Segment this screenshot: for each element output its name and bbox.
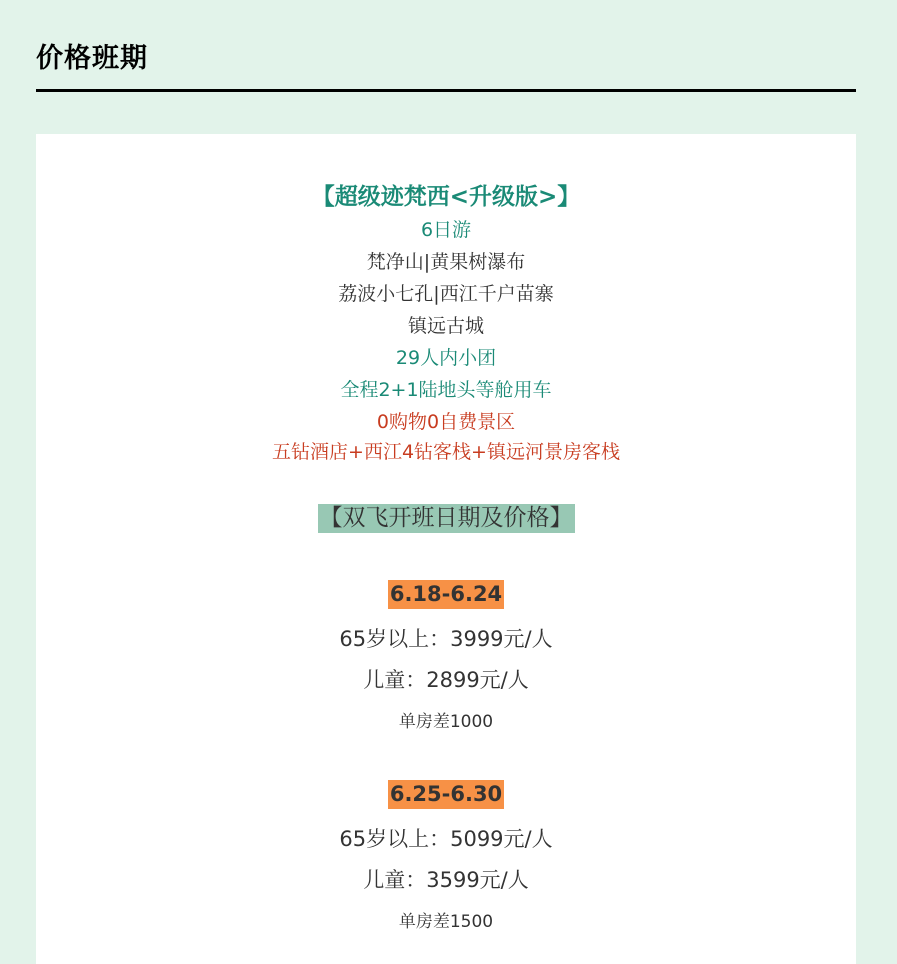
section-header [36, 0, 856, 92]
intro-line-duration: 6日游 [420, 219, 472, 241]
schedule-heading-row [36, 504, 856, 533]
schedule-heading: 【双飞开班日期及价格】 [319, 505, 573, 531]
tour-title: 【超级迹梵西<升级版>】 [311, 184, 581, 210]
intro-line-attractions-1: 梵净山|黄果树瀑布 [366, 251, 526, 273]
section-title: 价格班期 [36, 43, 148, 74]
intro-line-attractions-2: 荔波小七孔|西江千户苗寨 [338, 283, 554, 305]
period-date-badge: 6.25-6.30 [388, 780, 504, 809]
period-1-date-row [36, 580, 856, 609]
intro-line-attractions-3: 镇远古城 [407, 315, 484, 337]
period-1-child-price: 儿童：2899元/人 [363, 668, 529, 692]
period-2-senior-price: 65岁以上：5099元/人 [339, 827, 553, 851]
intro-line-group-size: 29人内小团 [395, 347, 497, 369]
period-date-badge: 6.18-6.24 [388, 580, 504, 609]
period-1-single-room: 单房差1000 [398, 712, 494, 732]
period-1-senior-price: 65岁以上：3999元/人 [339, 627, 553, 651]
intro-line-no-shopping: 0购物0自费景区 [376, 411, 516, 433]
content-card [36, 134, 856, 964]
intro-line-vehicle: 全程2+1陆地头等舱用车 [340, 379, 552, 401]
period-2-single-room: 单房差1500 [398, 912, 494, 932]
period-2-date-row [36, 780, 856, 809]
intro-line-hotels: 五钻酒店+西江4钻客栈+镇远河景房客栈 [272, 441, 620, 463]
period-2-child-price: 儿童：3599元/人 [363, 868, 529, 892]
